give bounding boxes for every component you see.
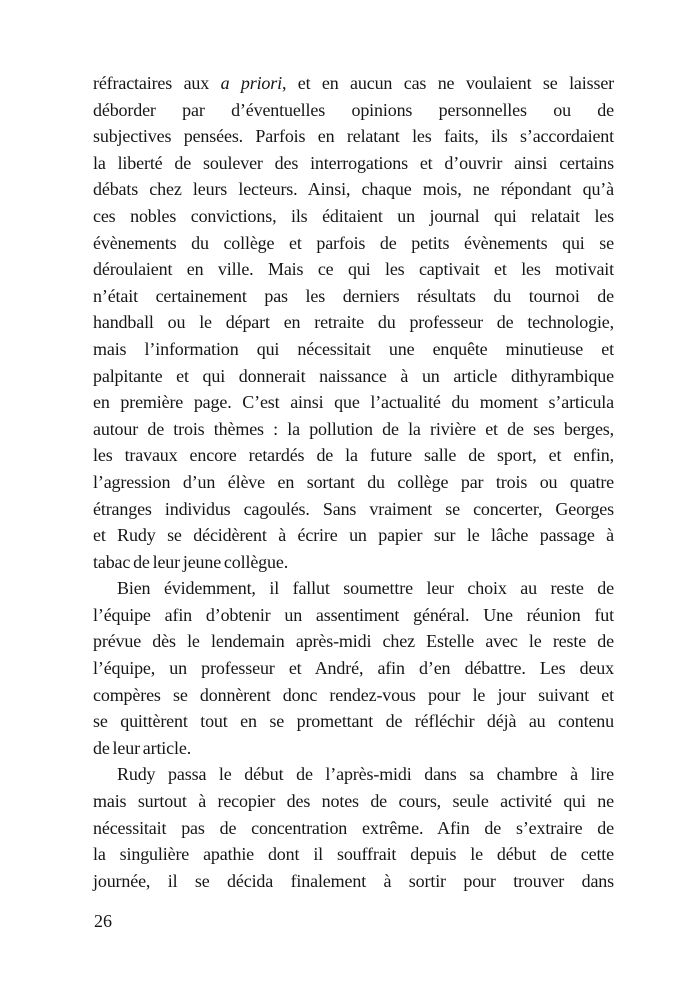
text-line: Bien évidemment, il fallut soumettre leur choix au reste de <box>117 578 614 599</box>
text-line: l’agression d’un élève en sortant du collège par trois ou quatre <box>93 471 614 492</box>
page-number: 26 <box>94 911 112 931</box>
text-line <box>93 70 614 97</box>
text-line: nécessitait pas de concentration extrême. Afin de s’extraire de <box>93 817 614 838</box>
italic-phrase: a priori <box>220 73 282 93</box>
text-line: n’était certainement pas les derniers résultats du tournoi de <box>93 285 614 306</box>
text-line: tabac de leur jeune collègue. <box>93 551 289 572</box>
text-line: palpitante et qui donnerait naissance à un article dithyrambique <box>93 365 614 386</box>
text-line: étranges individus cagoulés. Sans vraiment se concerter, Georges <box>93 498 614 519</box>
text-line: en première page. C’est ainsi que l’actualité du moment s’articula <box>93 392 614 413</box>
text-line: se quittèrent tout en se promettant de réfléchir déjà au contenu <box>93 711 614 732</box>
text-line: les travaux encore retardés de la future salle de sport, et enfin, <box>93 445 614 466</box>
text-line: la liberté de soulever des interrogations et d’ouvrir ainsi certains <box>93 152 614 173</box>
text-line: débats chez leurs lecteurs. Ainsi, chaque mois, ne répondant qu’à <box>93 179 614 200</box>
text-line: ces nobles convictions, ils éditaient un journal qui relatait les <box>93 205 614 226</box>
text-line: autour de trois thèmes : la pollution de la rivière et de ses berges, <box>93 418 614 439</box>
text-line: mais l’information qui nécessitait une enquête minutieuse et <box>93 338 614 359</box>
text-line: subjectives pensées. Parfois en relatant les faits, ils s’accordaient <box>93 126 614 147</box>
text-line: déroulaient en ville. Mais ce qui les captivait et les motivait <box>93 259 614 280</box>
text-line: déborder par d’éventuelles opinions personnelles ou de <box>93 99 614 120</box>
text-line: et Rudy se décidèrent à écrire un papier sur le lâche passage à <box>93 525 614 546</box>
text-line: de leur article. <box>93 737 192 758</box>
text-line: évènements du collège et parfois de petits évènements qui se <box>93 232 614 253</box>
text-line: mais surtout à recopier des notes de cours, seule activité qui ne <box>93 791 614 812</box>
text-line: la singulière apathie dont il souffrait depuis le début de cette <box>93 844 614 865</box>
body-text <box>93 70 614 894</box>
text-line: Rudy passa le début de l’après-midi dans sa chambre à lire <box>117 764 614 785</box>
text-segment: , et en aucun cas ne voulaient se laisser <box>281 73 614 93</box>
text-line: handball ou le départ en retraite du professeur de technologie, <box>93 312 614 333</box>
text-line: prévue dès le lendemain après-midi chez Estelle avec le reste de <box>93 631 614 652</box>
text-line: l’équipe afin d’obtenir un assentiment général. Une réunion fut <box>93 604 614 625</box>
text-line: compères se donnèrent donc rendez-vous pour le jour suivant et <box>93 684 614 705</box>
text-segment: réfractaires aux <box>93 73 221 93</box>
text-line: journée, il se décida finalement à sortir pour trouver dans <box>93 870 614 891</box>
text-line: l’équipe, un professeur et André, afin d’en débattre. Les deux <box>93 658 614 679</box>
